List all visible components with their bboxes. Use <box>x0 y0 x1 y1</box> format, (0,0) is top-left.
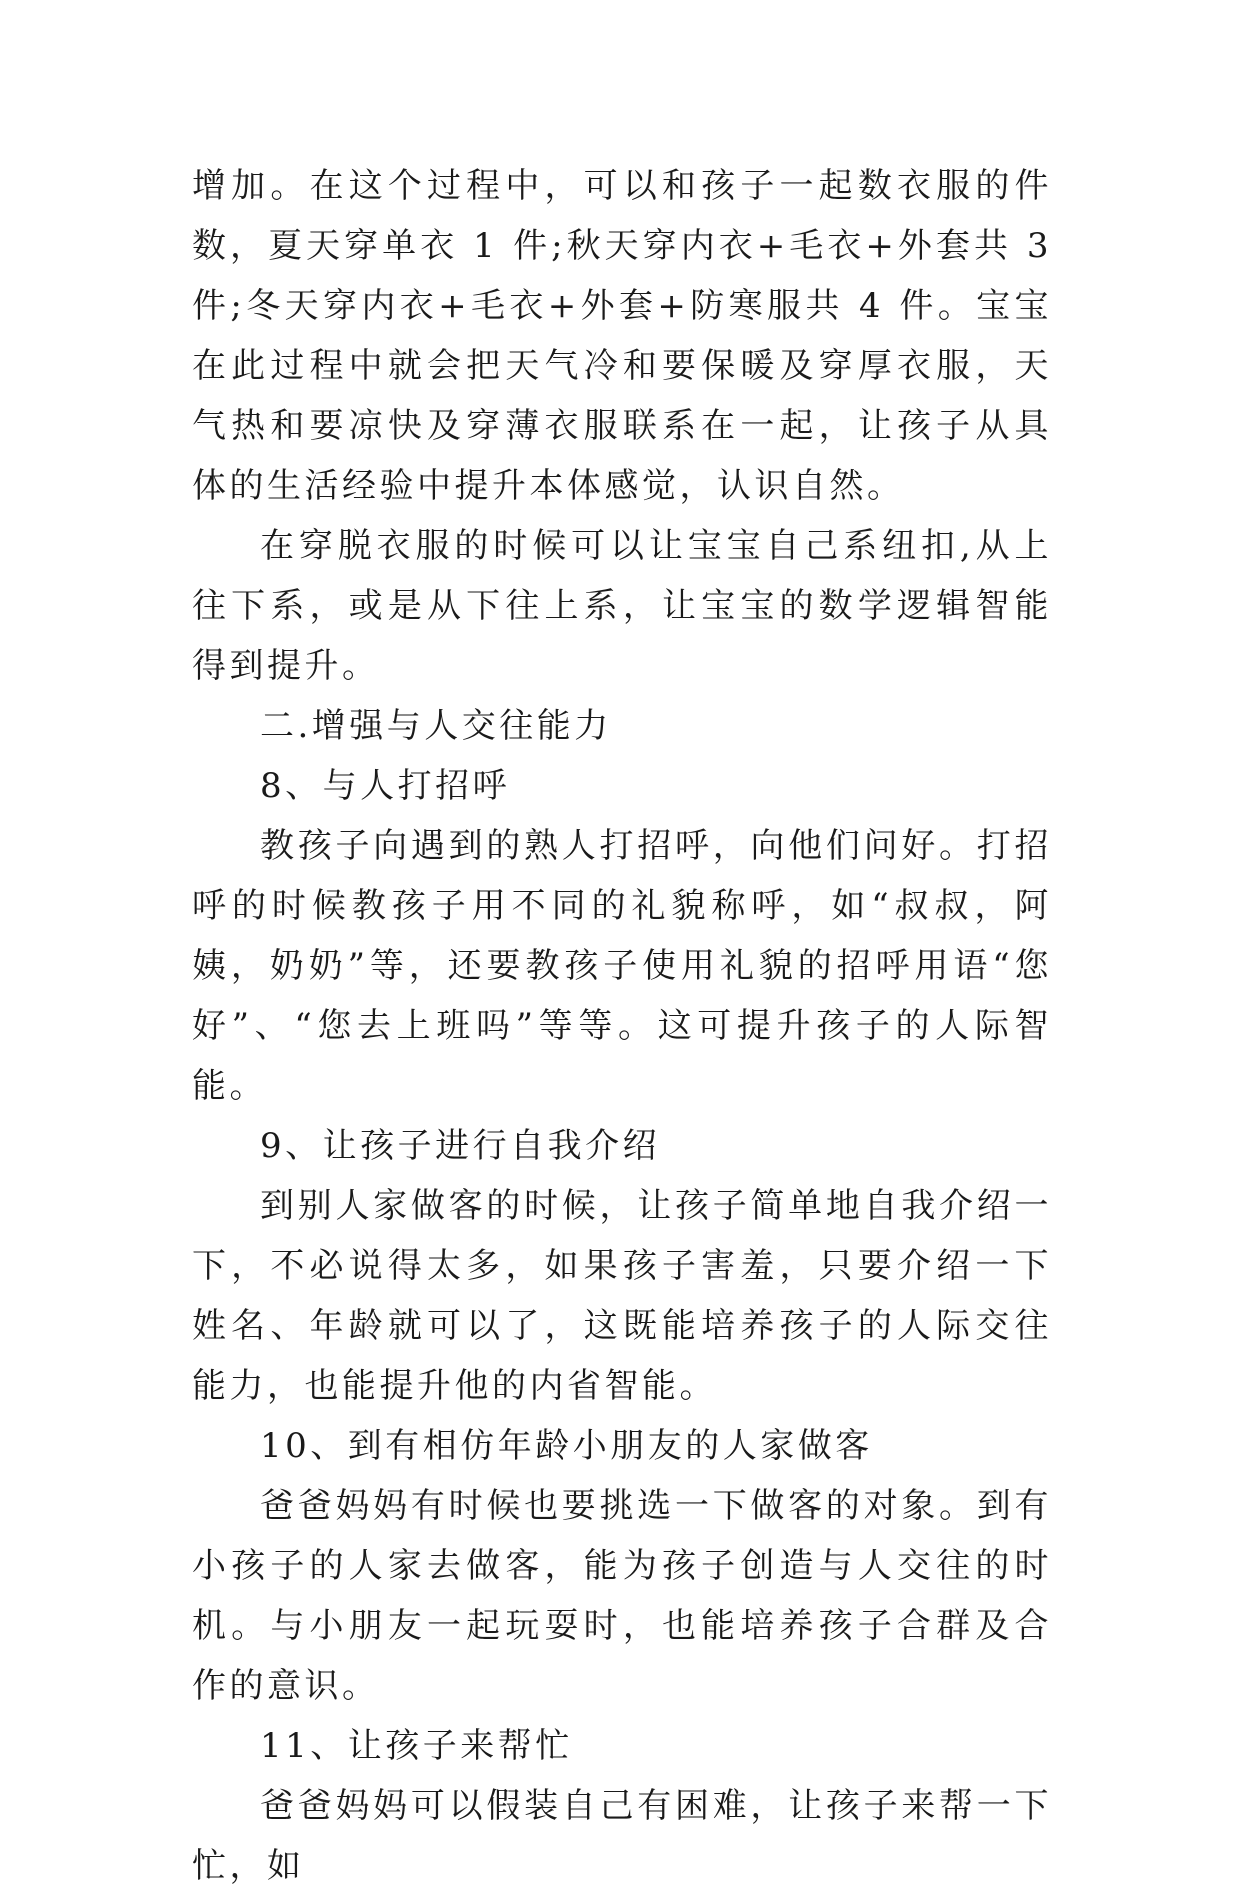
item-heading-9: 9、让孩子进行自我介绍 <box>260 1126 661 1166</box>
section-heading: 二.增强与人交往能力 <box>260 706 612 746</box>
item-heading-8: 8、与人打招呼 <box>260 766 511 806</box>
document-body <box>192 156 1052 1896</box>
item-heading-11: 11、让孩子来帮忙 <box>260 1726 573 1766</box>
paragraph-greeting: 教孩子向遇到的熟人打招呼，向他们问好。打招呼的时候教孩子用不同的礼貌称呼，如“叔叔，阿姨，奶奶”等，还要教孩子使用礼貌的招呼用语“您好”、“您去上班吗”等等。这可提升孩子的人际智能。 <box>192 826 1052 1106</box>
item-heading-10: 10、到有相仿年龄小朋友的人家做客 <box>260 1426 873 1466</box>
paragraph-visiting: 爸爸妈妈有时候也要挑选一下做客的对象。到有小孩子的人家去做客，能为孩子创造与人交往的时机。与小朋友一起玩耍时，也能培养孩子合群及合作的意识。 <box>192 1486 1052 1706</box>
paragraph-helping: 爸爸妈妈可以假装自己有困难，让孩子来帮一下忙，如 <box>192 1786 1052 1886</box>
paragraph-continuation: 增加。在这个过程中，可以和孩子一起数衣服的件数，夏天穿单衣 1 件;秋天穿内衣+毛衣+外套共 3 件;冬天穿内衣+毛衣+外套+防寒服共 4 件。宝宝在此过程中就会把天气冷和要保暖及穿厚衣服，天气热和要凉快及穿薄衣服联系在一起，让孩子从具体的生活经验中提升本体感觉，认识自然。 <box>192 166 1052 506</box>
paragraph-self-intro: 到别人家做客的时候，让孩子简单地自我介绍一下，不必说得太多，如果孩子害羞，只要介绍一下姓名、年龄就可以了，这既能培养孩子的人际交往能力，也能提升他的内省智能。 <box>192 1186 1052 1406</box>
paragraph-buttons: 在穿脱衣服的时候可以让宝宝自己系纽扣,从上往下系，或是从下往上系，让宝宝的数学逻辑智能得到提升。 <box>192 526 1052 686</box>
